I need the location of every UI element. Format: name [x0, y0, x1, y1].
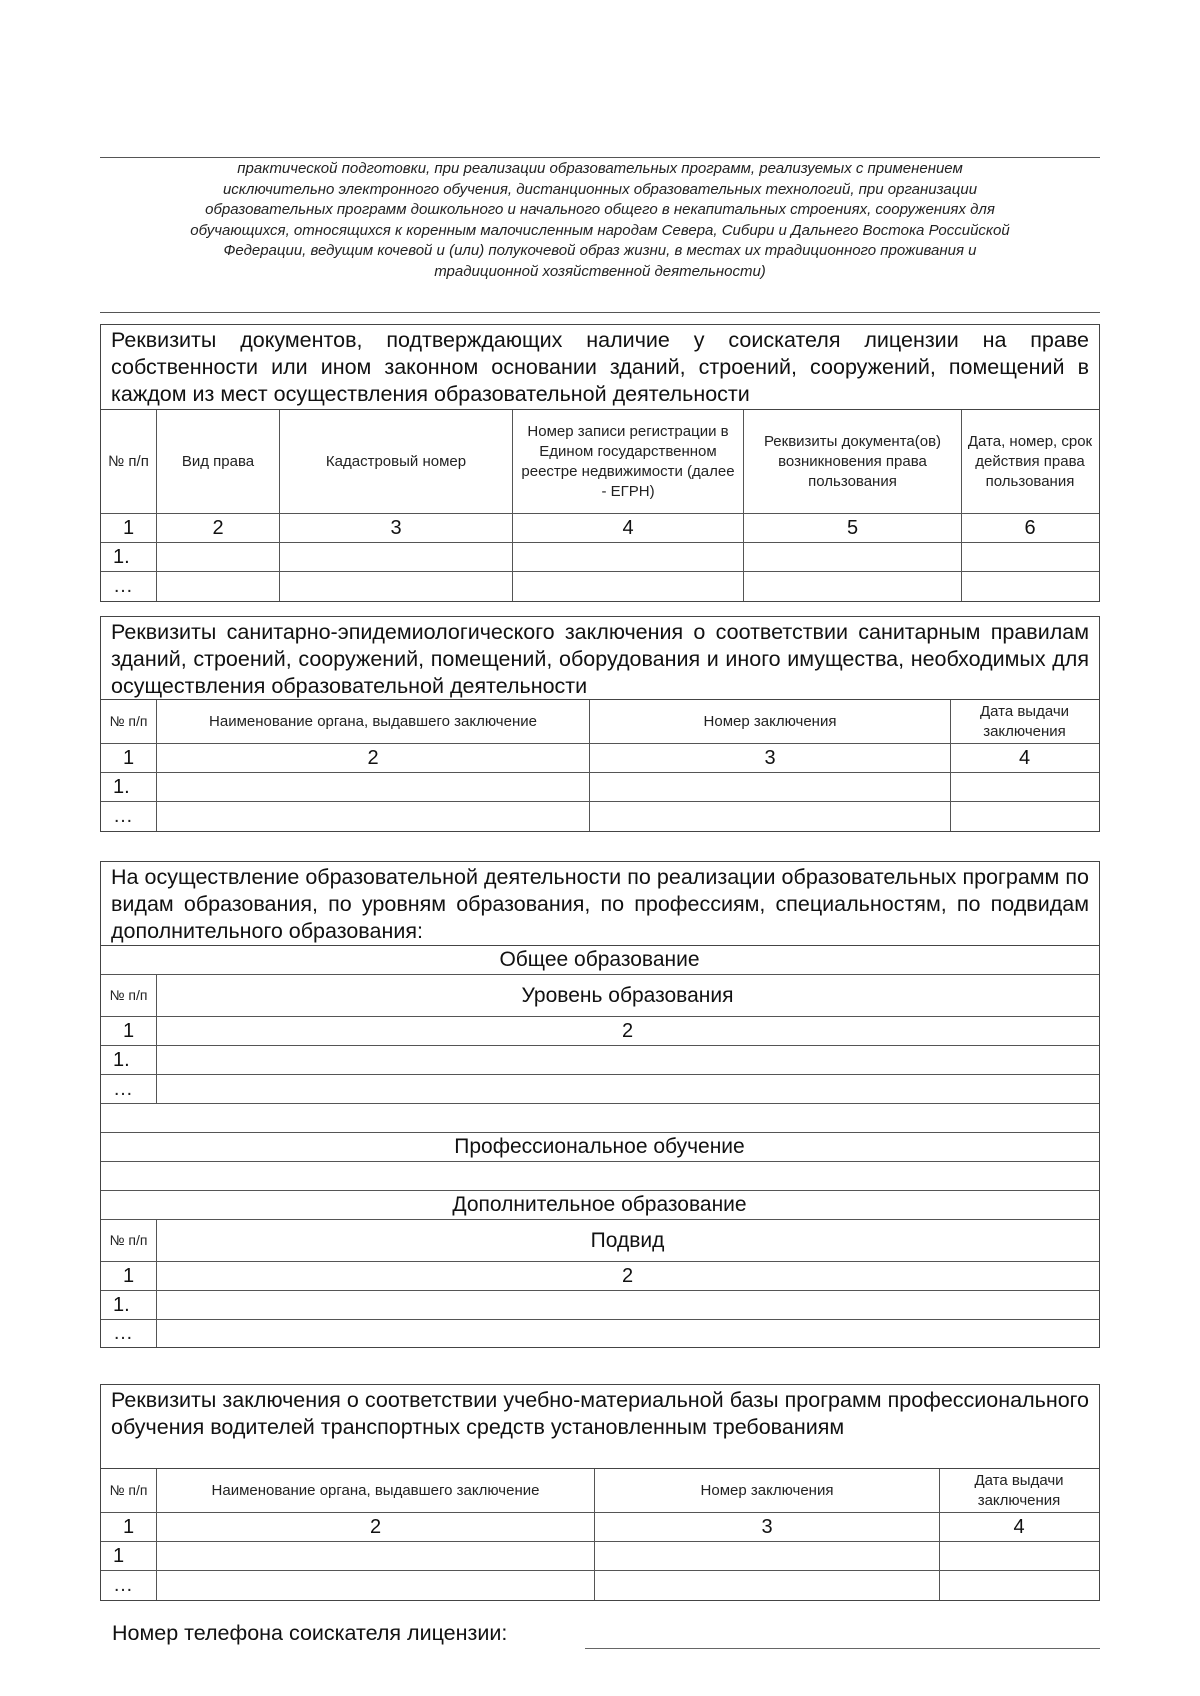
additional-education-label-row [101, 1191, 1099, 1220]
column-number: 1 [101, 1262, 157, 1290]
section-title: Реквизиты документов, подтверждающих наличие у соискателя лицензии на праве собственности или ином законном основании зданий, строений, сооружений, помещений в каждом из мест осуществления образовательной деятельности [101, 325, 1099, 410]
professional-training-label: Профессиональное обучение [454, 1135, 745, 1158]
column-number: 3 [590, 744, 951, 772]
table-row [101, 1320, 1099, 1347]
general-education-label: Общее образование [499, 948, 700, 971]
row-number: 1. [101, 1046, 157, 1074]
intro-bottom-rule [100, 312, 1100, 313]
table-cell [157, 1075, 1098, 1103]
table-cell [157, 543, 280, 571]
row-number: … [101, 1075, 157, 1103]
row-number: … [101, 572, 157, 601]
intro-line: исключительно электронного обучения, дистанционных образовательных технологий, при организации [222, 180, 978, 198]
table-cell [280, 543, 513, 571]
additional-education-label: Дополнительное образование [452, 1193, 747, 1216]
row-number: 1. [101, 1291, 157, 1319]
table-header-row [101, 975, 1099, 1017]
professional-training-label-row [101, 1133, 1099, 1162]
column-number: 3 [595, 1513, 940, 1541]
header-cell-authority: Наименование органа, выдавшего заключение [157, 700, 590, 743]
row-number: 1. [101, 543, 157, 571]
intro-line: Федерации, ведущим кочевой и (или) полукочевой образ жизни, в местах их традиционного проживания и [223, 242, 977, 259]
table-header-row [101, 410, 1099, 514]
header-cell-number: № п/п [101, 700, 157, 743]
row-number: … [101, 802, 157, 831]
header-cell-egrn: Номер записи регистрации в Едином государственном реестре недвижимости (далее - ЕГРН) [513, 410, 744, 513]
table-row [101, 802, 1099, 831]
intro-paragraph [100, 159, 1100, 310]
section-title: На осуществление образовательной деятельности по реализации образовательных программ по видам образования, по уровням образования, по профессиям, специальностям, по подвидам дополнительного образования: [101, 862, 1099, 946]
table-row [101, 1542, 1099, 1571]
header-cell-cadastral: Кадастровый номер [280, 410, 513, 513]
section-title: Реквизиты санитарно-эпидемиологического заключения о соответствии санитарным правилам зданий, строений, сооружений, помещений, оборудования и иного имущества, необходимых для осуществления образовательной деятельности [101, 617, 1099, 700]
education-programs-section [100, 861, 1100, 1348]
driver-training-base-section [100, 1384, 1100, 1601]
header-cell-date: Дата, номер, срок действия права пользования [967, 432, 1093, 490]
table-cell [157, 802, 590, 831]
table-header-row [101, 700, 1099, 744]
table-cell [157, 572, 280, 601]
table-cell [157, 1320, 1098, 1347]
header-cell-education-level: Уровень образования [521, 983, 734, 1007]
sanitary-conclusion-section [100, 616, 1100, 832]
header-cell-conclusion-number: Номер заключения [595, 1469, 940, 1512]
top-rule [100, 157, 1100, 158]
column-number-row [101, 1017, 1099, 1046]
column-number: 5 [744, 514, 962, 542]
property-documents-section [100, 324, 1100, 602]
table-cell [157, 1291, 1098, 1319]
column-number: 4 [513, 514, 744, 542]
column-number: 1 [101, 744, 157, 772]
row-number: … [101, 1571, 157, 1600]
intro-line: образовательных программ дошкольного и начального общего в некапитальных строениях, сооружениях для [205, 201, 995, 218]
table-cell [590, 802, 951, 831]
table-row [101, 572, 1099, 601]
row-number: … [101, 1320, 157, 1347]
column-number: 2 [157, 744, 590, 772]
empty-row [101, 1162, 1099, 1191]
table-cell [744, 572, 962, 601]
header-cell-number: № п/п [101, 1220, 157, 1261]
table-cell [157, 1571, 595, 1600]
column-number: 2 [621, 1019, 634, 1042]
table-cell [157, 1542, 595, 1570]
table-cell [940, 1542, 1098, 1570]
table-cell [157, 1046, 1098, 1074]
table-cell [101, 1104, 1098, 1132]
table-cell [951, 773, 1098, 801]
table-header-row [101, 1469, 1099, 1513]
header-cell-number: № п/п [101, 410, 157, 513]
empty-row [101, 1104, 1099, 1133]
column-number: 2 [621, 1264, 634, 1287]
column-number: 2 [157, 1513, 595, 1541]
table-cell [595, 1571, 940, 1600]
table-row [101, 1571, 1099, 1600]
header-cell-document: Реквизиты документа(ов) возникновения права пользования [744, 410, 962, 513]
row-number: 1 [101, 1542, 157, 1570]
header-cell-subtype: Подвид [590, 1228, 665, 1252]
row-number: 1. [101, 773, 157, 801]
header-cell-issue-date: Дата выдачи заключения [974, 1471, 1064, 1509]
table-cell [101, 1162, 1098, 1190]
table-cell [962, 572, 1098, 601]
column-number-row [101, 514, 1099, 543]
general-education-label-row [101, 946, 1099, 975]
table-header-row [101, 1220, 1099, 1262]
header-cell-number: № п/п [101, 1469, 157, 1512]
table-cell [513, 572, 744, 601]
column-number: 4 [1013, 1515, 1025, 1538]
table-cell [590, 773, 951, 801]
column-number-row [101, 1262, 1099, 1291]
phone-input-line[interactable] [585, 1648, 1100, 1649]
header-cell-conclusion-number: Номер заключения [590, 700, 951, 743]
column-number: 1 [101, 1513, 157, 1541]
intro-line: традиционной хозяйственной деятельности) [434, 262, 766, 280]
intro-line: практической подготовки, при реализации образовательных программ, реализуемых с применением [237, 160, 963, 177]
table-cell [940, 1571, 1098, 1600]
table-cell [962, 543, 1098, 571]
header-cell-number: № п/п [101, 975, 157, 1016]
table-cell [157, 773, 590, 801]
intro-line: обучающихся, относящихся к коренным малочисленным народам Севера, Сибири и Дальнего Востока Российской [190, 221, 1010, 239]
header-cell-right-type: Вид права [157, 410, 280, 513]
section-title: Реквизиты заключения о соответствии учебно-материальной базы программ профессионального обучения водителей транспортных средств установленным требованиям [101, 1385, 1099, 1469]
table-row [101, 1291, 1099, 1320]
table-row [101, 1046, 1099, 1075]
column-number: 4 [1018, 746, 1031, 769]
column-number: 6 [1024, 516, 1036, 539]
table-cell [513, 543, 744, 571]
table-cell [280, 572, 513, 601]
table-row [101, 1075, 1099, 1104]
header-cell-issue-date: Дата выдачи заключения [979, 702, 1070, 740]
column-number: 2 [157, 514, 280, 542]
column-number: 3 [280, 514, 513, 542]
table-cell [951, 802, 1098, 831]
table-cell [744, 543, 962, 571]
column-number-row [101, 1513, 1099, 1542]
header-cell-authority: Наименование органа, выдавшего заключение [157, 1469, 595, 1512]
column-number: 1 [101, 1017, 157, 1045]
column-number: 1 [101, 514, 157, 542]
phone-label: Номер телефона соискателя лицензии: [112, 1621, 508, 1645]
column-number-row [101, 744, 1099, 773]
table-row [101, 773, 1099, 802]
table-row [101, 543, 1099, 572]
table-cell [595, 1542, 940, 1570]
